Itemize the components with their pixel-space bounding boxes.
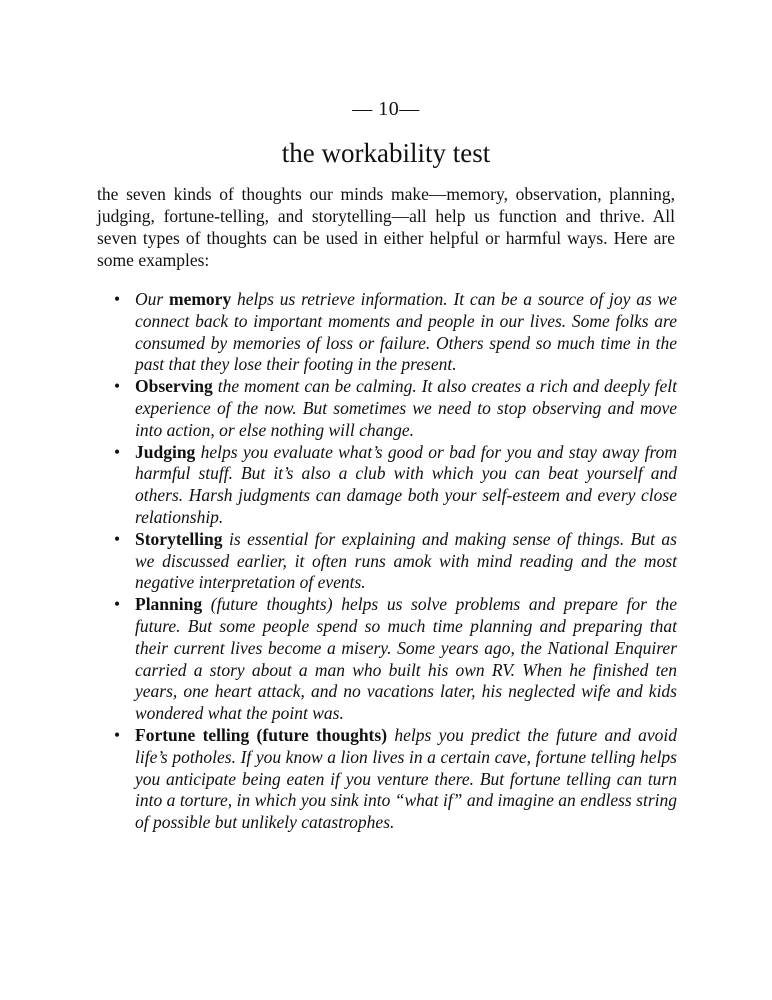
bullet-icon: •	[114, 528, 121, 549]
item-text: helps you evaluate what’s good or bad for you and stay away from harmful stuff. But it’s also a club with which you can beat yourself and others. Harsh judgments can damage both your self-esteem and every close relationship.	[135, 441, 677, 527]
bullet-icon: •	[114, 724, 121, 745]
item-text: (future thoughts) helps us solve problems and prepare for the future. But some people spend so much time planning and preparing that their current lives become a misery. Some years ago, the National Enquirer carried a story about a man who built his own RV. When he finished ten years, one heart attack, and no vacations later, his neglected wife and kids wondered what the point was.	[135, 594, 677, 724]
item-term: Observing	[135, 376, 213, 397]
item-prefix: Our	[135, 289, 169, 309]
list-item-memory	[97, 289, 677, 376]
list-item-judging	[97, 442, 677, 529]
item-term: Storytelling	[135, 528, 223, 549]
bullet-icon: •	[114, 594, 121, 615]
list-item-planning	[97, 594, 677, 725]
item-term: Planning	[135, 594, 203, 615]
examples-list	[97, 289, 677, 834]
item-text: the moment can be calming. It also creates a rich and deeply felt experience of the now. But sometimes we need to stop observing and move into action, or else nothing will change.	[135, 376, 677, 440]
list-item-observing	[97, 376, 677, 441]
intro-paragraph: the seven kinds of thoughts our minds make—memory, observation, planning, judging, fortune-telling, and storytelling—all help us function and thrive. All seven types of thoughts can be used in either helpful or harmful ways. Here are some examples:	[97, 184, 675, 270]
list-item-storytelling	[97, 529, 677, 594]
list-item-fortune-telling	[97, 725, 677, 834]
item-term: memory	[169, 289, 232, 309]
bullet-icon: •	[114, 376, 121, 397]
chapter-title: the workability test	[281, 138, 491, 168]
item-text: helps us retrieve information. It can be a source of joy as we connect back to important moments and people in our lives. Some folks are consumed by memories of loss or failure. Others spend so much time in the past that they lose their footing in the present.	[135, 289, 677, 375]
chapter-number: — 10—	[352, 98, 420, 120]
item-text: is essential for explaining and making sense of things. But as we discussed earlier, it often runs amok with mind reading and the most negative interpretation of events.	[135, 528, 677, 593]
item-text: helps you predict the future and avoid life’s potholes. If you know a lion lives in a certain cave, fortune telling helps you anticipate being eaten if you venture there. But fortune telling can turn into a torture, in which you sink into “what if” and imagine an endless string of possible but unlikely catastrophes.	[135, 724, 677, 833]
item-term: Judging	[135, 441, 196, 462]
bullet-icon: •	[114, 441, 121, 462]
bullet-icon: •	[114, 289, 121, 309]
item-term: Fortune telling (future thoughts)	[135, 724, 388, 745]
